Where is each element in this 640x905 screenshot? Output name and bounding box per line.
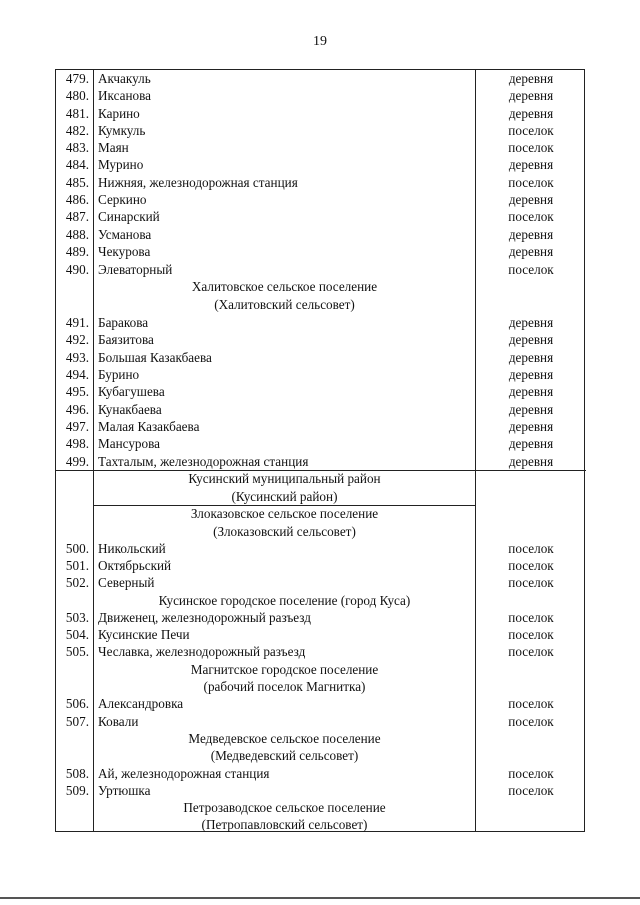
table-row: [56, 626, 586, 643]
section-header: Магнитское городское поселение: [190, 662, 379, 677]
settlement-name: Баязитова: [98, 332, 154, 347]
row-number: 505.: [65, 644, 89, 659]
settlement-name: Карино: [98, 106, 140, 121]
row-number: 482.: [65, 123, 89, 138]
row-number: 492.: [65, 332, 89, 347]
table-row: [56, 401, 586, 418]
settlement-name: Уртюшка: [98, 783, 151, 798]
settlement-name: Нижняя, железнодорожная станция: [98, 175, 298, 190]
settlement-type: деревня: [508, 350, 554, 365]
table-row: [56, 418, 586, 435]
settlement-name: Тахталым, железнодорожная станция: [98, 454, 309, 469]
table-row: [56, 243, 586, 260]
table-row: [56, 314, 586, 331]
settlement-type: деревня: [508, 367, 554, 382]
settlement-type: поселок: [508, 575, 554, 590]
settlement-type: поселок: [508, 714, 554, 729]
row-number: 495.: [65, 384, 89, 399]
row-number: 499.: [65, 454, 89, 469]
table-row: [56, 765, 586, 782]
settlement-name: Ай, железнодорожная станция: [98, 766, 270, 781]
settlement-name: Большая Казакбаева: [98, 350, 212, 365]
page-number: 19: [313, 34, 327, 49]
table-row: [56, 191, 586, 208]
row-number: 497.: [65, 419, 89, 434]
settlement-name: Северный: [98, 575, 155, 590]
row-number: 494.: [65, 367, 89, 382]
settlement-name: Мансурова: [98, 436, 161, 451]
settlement-type: поселок: [508, 696, 554, 711]
district-header: (Кусинский район): [231, 489, 338, 504]
settlement-name: Ковали: [98, 714, 139, 729]
settlement-name: Движенец, железнодорожный разъезд: [98, 610, 311, 625]
settlement-type: деревня: [508, 88, 554, 103]
page-edge-line: [0, 897, 640, 899]
table-row: [56, 87, 586, 104]
section-header: Злоказовское сельское поселение: [190, 506, 379, 521]
settlement-type: деревня: [508, 419, 554, 434]
settlement-name: Синарский: [98, 209, 160, 224]
row-number: 490.: [65, 262, 89, 277]
settlements-table: [55, 69, 585, 832]
settlement-name: Бурино: [98, 367, 140, 382]
table-row: [56, 782, 586, 799]
table-row: [56, 643, 586, 660]
row-number: 486.: [65, 192, 89, 207]
settlement-name: Серкино: [98, 192, 147, 207]
row-number: 498.: [65, 436, 89, 451]
section-header: (Халитовский сельсовет): [214, 297, 355, 312]
row-number: 509.: [65, 783, 89, 798]
row-number: 483.: [65, 140, 89, 155]
settlement-type: деревня: [508, 192, 554, 207]
settlement-type: деревня: [508, 402, 554, 417]
settlement-name: Никольский: [98, 541, 166, 556]
row-number: 507.: [65, 714, 89, 729]
row-number: 479.: [65, 71, 89, 86]
settlement-type: поселок: [508, 541, 554, 556]
row-number: 485.: [65, 175, 89, 190]
settlement-name: Александровка: [98, 696, 184, 711]
settlement-type: поселок: [508, 766, 554, 781]
settlement-type: деревня: [508, 227, 554, 242]
section-header: Кусинское городское поселение (город Куса): [158, 593, 411, 608]
settlement-type: деревня: [508, 157, 554, 172]
settlement-name: Кусинские Печи: [98, 627, 190, 642]
settlement-type: поселок: [508, 558, 554, 573]
settlement-type: деревня: [508, 315, 554, 330]
table-row: [56, 713, 586, 730]
settlement-name: Кубагушева: [98, 384, 165, 399]
settlement-type: деревня: [508, 332, 554, 347]
row-number: 508.: [65, 766, 89, 781]
settlement-type: поселок: [508, 123, 554, 138]
settlement-type: деревня: [508, 454, 554, 469]
settlement-name: Маян: [98, 140, 129, 155]
row-number: 503.: [65, 610, 89, 625]
settlement-name: Чекурова: [98, 244, 151, 259]
settlement-type: поселок: [508, 262, 554, 277]
row-number: 489.: [65, 244, 89, 259]
settlement-type: поселок: [508, 175, 554, 190]
table-row: [56, 435, 586, 452]
row-number: 502.: [65, 575, 89, 590]
table-row: [56, 174, 586, 191]
row-number: 487.: [65, 209, 89, 224]
settlement-type: поселок: [508, 140, 554, 155]
settlement-type: поселок: [508, 209, 554, 224]
table-row: [56, 557, 586, 574]
table-row: [56, 540, 586, 557]
settlement-type: поселок: [508, 644, 554, 659]
settlement-name: Акчакуль: [98, 71, 151, 86]
section-header: (Медведевский сельсовет): [210, 748, 359, 763]
section-header: (рабочий поселок Магнитка): [203, 679, 366, 694]
settlement-name: Баракова: [98, 315, 149, 330]
row-number: 496.: [65, 402, 89, 417]
section-header: (Петропавловский сельсовет): [201, 817, 368, 832]
row-number: 506.: [65, 696, 89, 711]
row-number: 501.: [65, 558, 89, 573]
row-number: 493.: [65, 350, 89, 365]
settlement-type: деревня: [508, 436, 554, 451]
settlement-name: Усманова: [98, 227, 152, 242]
settlement-name: Кунакбаева: [98, 402, 162, 417]
settlement-name: Кумкуль: [98, 123, 146, 138]
table-row: [56, 226, 586, 243]
district-header: Кусинский муниципальный район: [188, 471, 381, 486]
settlement-name: Чеславка, железнодорожный разъезд: [98, 644, 306, 659]
table-row: [56, 156, 586, 173]
table-row: [56, 366, 586, 383]
section-header: Халитовское сельское поселение: [191, 279, 378, 294]
settlement-type: деревня: [508, 384, 554, 399]
settlement-name: Малая Казакбаева: [98, 419, 200, 434]
settlement-name: Элеваторный: [98, 262, 173, 277]
settlement-type: поселок: [508, 783, 554, 798]
table-row: [56, 609, 586, 626]
settlement-name: Мурино: [98, 157, 144, 172]
row-number: 491.: [65, 315, 89, 330]
row-number: 484.: [65, 157, 89, 172]
table-row: [56, 122, 586, 139]
table-row: [56, 331, 586, 348]
table-row: [56, 695, 586, 712]
table-row: [56, 453, 586, 470]
row-number: 481.: [65, 106, 89, 121]
table-row: [56, 139, 586, 156]
row-number: 504.: [65, 627, 89, 642]
section-header: Петрозаводское сельское поселение: [183, 800, 386, 815]
settlement-type: поселок: [508, 627, 554, 642]
table-row: [56, 383, 586, 400]
row-number: 500.: [65, 541, 89, 556]
row-number: 480.: [65, 88, 89, 103]
table-row: [56, 574, 586, 591]
settlement-type: деревня: [508, 71, 554, 86]
settlement-type: поселок: [508, 610, 554, 625]
settlement-type: деревня: [508, 106, 554, 121]
table-row: [56, 261, 586, 278]
settlement-type: деревня: [508, 244, 554, 259]
table-row: [56, 70, 586, 87]
section-header: (Злоказовский сельсовет): [213, 524, 356, 539]
settlement-name: Иксанова: [98, 88, 152, 103]
row-number: 488.: [65, 227, 89, 242]
table-row: [56, 349, 586, 366]
table-row: [56, 105, 586, 122]
section-header: Медведевское сельское поселение: [188, 731, 381, 746]
settlement-name: Октябрьский: [98, 558, 172, 573]
table-row: [56, 208, 586, 225]
